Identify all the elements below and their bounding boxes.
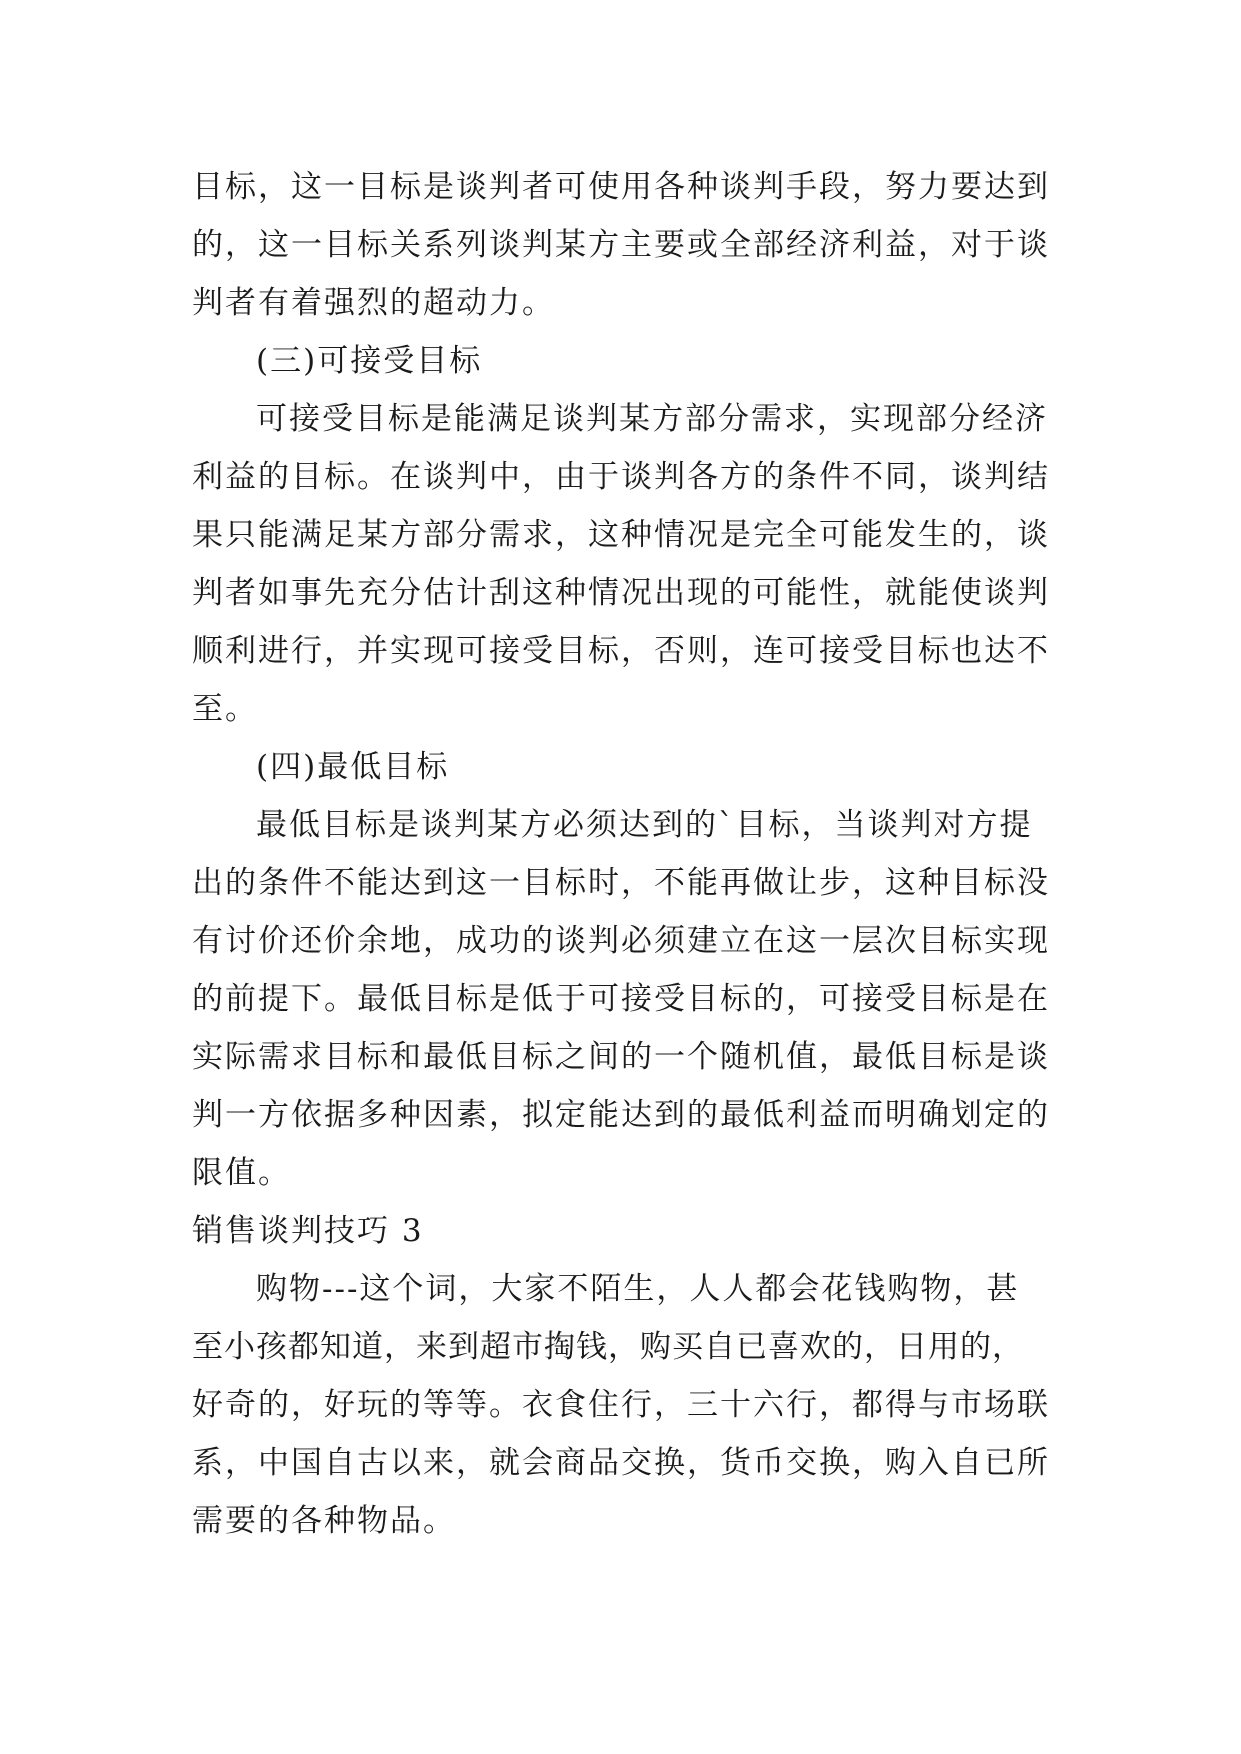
text-line: 购物---这个词，大家不陌生，人人都会花钱购物，甚 xyxy=(256,1271,1020,1307)
text-line: 判一方依据多种因素，拟定能达到的最低利益而明确划定的 xyxy=(192,1097,1050,1133)
text-line: 判者有着强烈的超动力。 xyxy=(192,285,555,321)
text-line: 目标，这一目标是谈判者可使用各种谈判手段，努力要达到 xyxy=(192,169,1050,205)
text-line: 好奇的，好玩的等等。衣食住行，三十六行，都得与市场联 xyxy=(192,1387,1050,1423)
text-line: 利益的目标。在谈判中，由于谈判各方的条件不同，谈判结 xyxy=(192,459,1050,495)
text-line: 至小孩都知道，来到超市掏钱，购买自已喜欢的，日用的， xyxy=(192,1329,1024,1365)
text-line: 系，中国自古以来，就会商品交换，货币交换，购入自已所 xyxy=(192,1445,1050,1481)
text-line: 需要的各种物品。 xyxy=(192,1503,456,1539)
text-line: 果只能满足某方部分需求，这种情况是完全可能发生的，谈 xyxy=(192,517,1050,553)
paragraph-goal-continued xyxy=(192,158,1052,332)
paragraph-acceptable-goal xyxy=(192,390,1052,738)
document-body xyxy=(192,158,1052,1550)
text-line: 至。 xyxy=(192,691,258,727)
text-line: 的前提下。最低目标是低于可接受目标的，可接受目标是在 xyxy=(192,981,1050,1017)
text-line: 有讨价还价余地，成功的谈判必须建立在这一层次目标实现 xyxy=(192,923,1050,959)
heading-minimum-goal: (四)最低目标 xyxy=(256,749,450,785)
text-line: 最低目标是谈判某方必须达到的`目标，当谈判对方提 xyxy=(256,807,1033,843)
paragraph-shopping xyxy=(192,1260,1052,1550)
heading-acceptable-goal: (三)可接受目标 xyxy=(256,343,483,379)
text-line: 顺利进行，并实现可接受目标，否则，连可接受目标也达不 xyxy=(192,633,1050,669)
text-line: 判者如事先充分估计刮这种情况出现的可能性，就能使谈判 xyxy=(192,575,1050,611)
text-line: 的，这一目标关系列谈判某方主要或全部经济利益，对于谈 xyxy=(192,227,1050,263)
text-line: 可接受目标是能满足谈判某方部分需求，实现部分经济 xyxy=(256,401,1048,437)
text-line: 出的条件不能达到这一目标时，不能再做让步，这种目标没 xyxy=(192,865,1050,901)
text-line: 实际需求目标和最低目标之间的一个随机值，最低目标是谈 xyxy=(192,1039,1050,1075)
text-line: 限值。 xyxy=(192,1155,291,1191)
paragraph-minimum-goal xyxy=(192,796,1052,1202)
section-title: 销售谈判技巧 3 xyxy=(192,1213,424,1249)
